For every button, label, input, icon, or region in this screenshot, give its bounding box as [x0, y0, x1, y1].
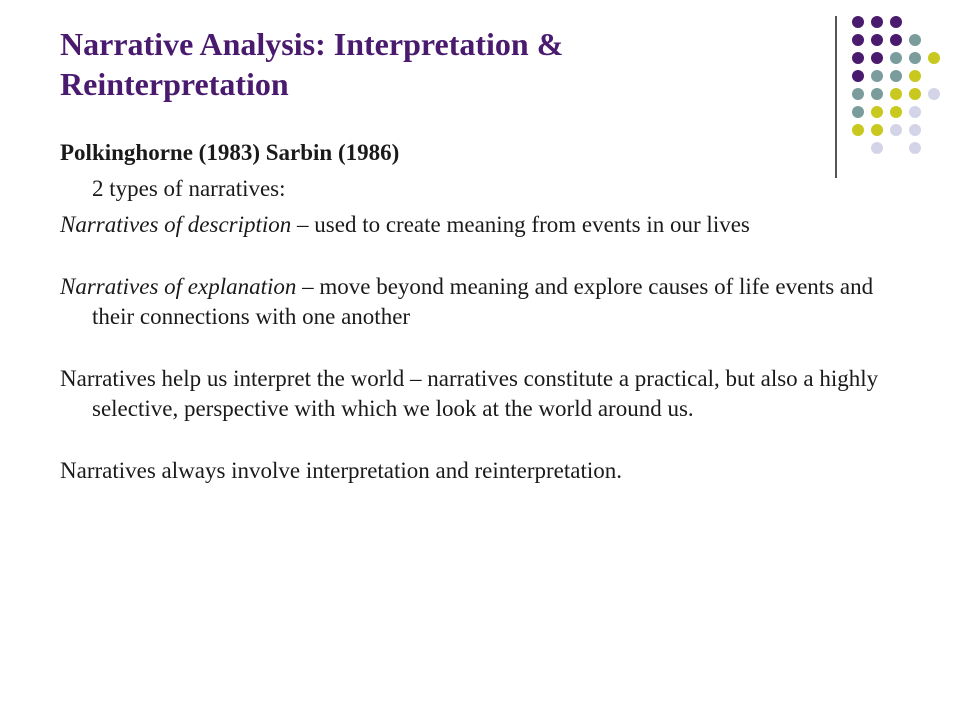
dot [871, 70, 883, 82]
dot [928, 88, 940, 100]
slide-title: Narrative Analysis: Interpretation & Reinterpretation [60, 26, 564, 102]
dot [909, 70, 921, 82]
dot [852, 124, 864, 136]
subheading-citations: Polkinghorne (1983) Sarbin (1986) [60, 140, 400, 165]
dot [928, 52, 940, 64]
dot [852, 52, 864, 64]
dot [909, 34, 921, 46]
dot [852, 88, 864, 100]
statement-reinterpretation: Narratives always involve interpretation and reinterpretation. [60, 458, 623, 483]
dot [909, 52, 921, 64]
dot [909, 88, 921, 100]
dot [871, 88, 883, 100]
dot [909, 124, 921, 136]
paragraph-description [60, 210, 900, 240]
term-description: Narratives of description [60, 212, 292, 237]
paragraph-description-text: – used to create meaning from events in our lives [291, 212, 750, 237]
paragraph-explanation-text: – move beyond meaning and explore causes of life events and their connections with one another [92, 274, 874, 329]
dot [890, 70, 902, 82]
dot [890, 88, 902, 100]
slide-body [60, 138, 900, 486]
term-explanation: Narratives of explanation [60, 274, 297, 299]
statement-interpret-world: Narratives help us interpret the world – narratives constitute a practical, but also a highly selective, perspective with which we look at the world around us. [60, 366, 879, 421]
dot [871, 16, 883, 28]
dot [890, 124, 902, 136]
dot [871, 106, 883, 118]
dot [871, 52, 883, 64]
dot [852, 106, 864, 118]
intro-text: 2 types of narratives: [92, 176, 286, 201]
dot [852, 16, 864, 28]
dot [890, 106, 902, 118]
paragraph-explanation [60, 272, 900, 332]
dot [909, 106, 921, 118]
dot [871, 34, 883, 46]
dot [852, 70, 864, 82]
dot [852, 34, 864, 46]
dot [890, 52, 902, 64]
dot [890, 34, 902, 46]
dot [909, 142, 921, 154]
dot [871, 124, 883, 136]
dot [890, 16, 902, 28]
